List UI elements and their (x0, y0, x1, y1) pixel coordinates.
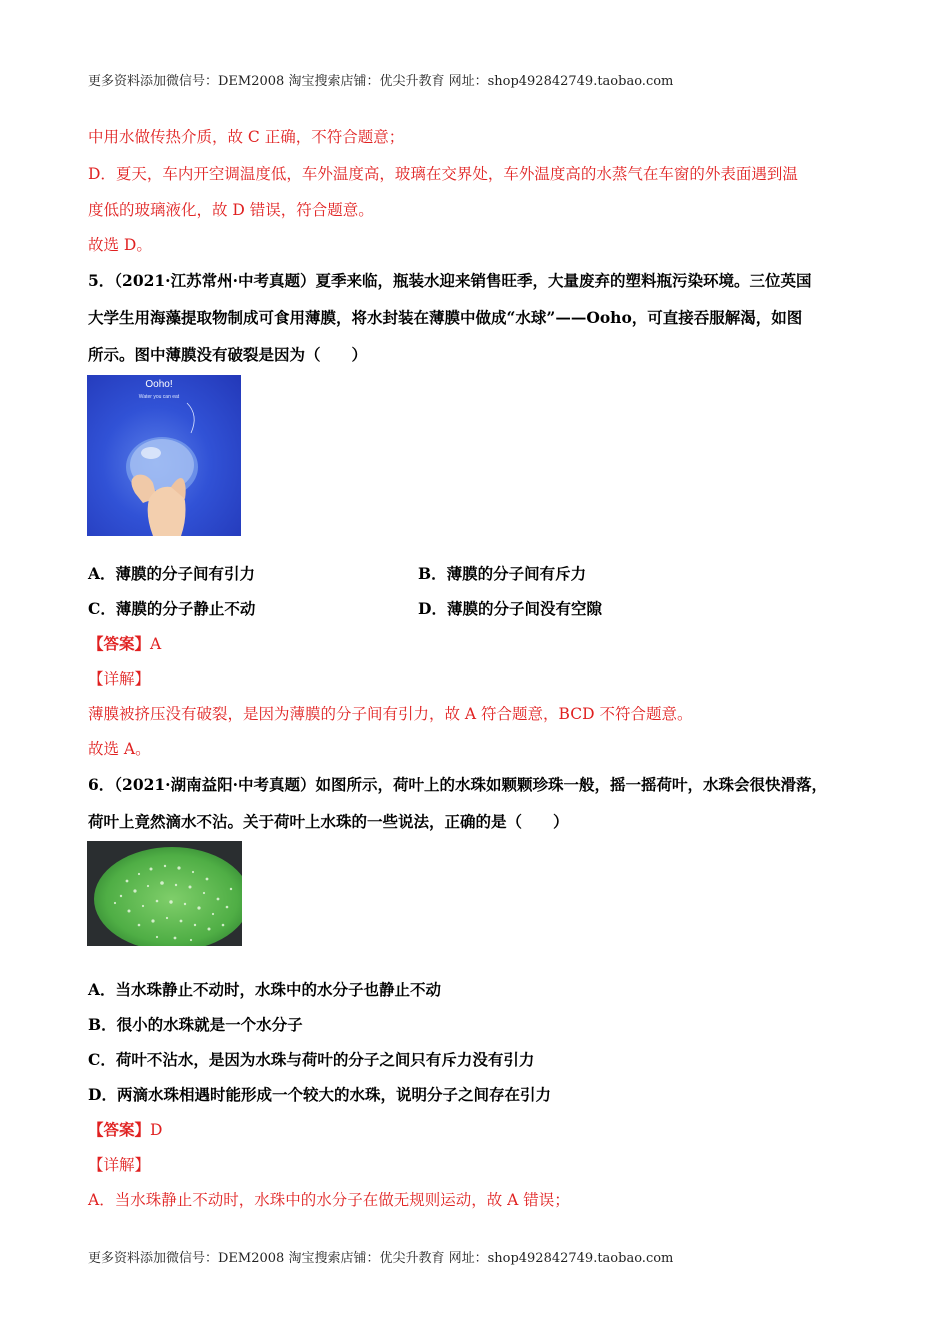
prev-choice: 故选 D。 (88, 236, 152, 254)
ooho-image-subtitle: Water you can eat (138, 394, 180, 400)
q6-option-a: A．当水珠静止不动时，水珠中的水分子也静止不动 (88, 980, 442, 999)
lotus-leaf-water-drops-image (87, 841, 242, 946)
q5-option-c: C．薄膜的分子静止不动 (88, 599, 256, 618)
q5-stem-line2: 大学生用海藻提取物制成可食用薄膜，将水封装在薄膜中做成“水球”——Ooho，可直接吞服解渴，如图 (88, 308, 803, 327)
q6-detail-a: A．当水珠静止不动时，水珠中的水分子在做无规则运动，故 A 错误； (88, 1191, 570, 1209)
q5-detail-label: 【详解】 (88, 670, 151, 688)
q5-option-d: D．薄膜的分子间没有空隙 (418, 599, 602, 618)
q5-detail-text: 薄膜被挤压没有破裂，是因为薄膜的分子间有引力，故 A 符合题意，BCD 不符合题意。 (88, 705, 693, 723)
prev-explanation-line3: 度低的玻璃液化，故 D 错误，符合题意。 (88, 201, 374, 219)
prev-explanation-line1: 中用水做传热介质，故 C 正确，不符合题意； (88, 128, 405, 146)
ooho-image-title: Ooho! (145, 379, 173, 390)
q5-option-b: B．薄膜的分子间有斥力 (418, 564, 587, 583)
prev-explanation-line2: D．夏天，车内开空调温度低，车外温度高，玻璃在交界处，车外温度高的水蒸气在车窗的外表面遇到温 (88, 165, 798, 183)
q6-option-b: B．很小的水珠就是一个水分子 (88, 1015, 303, 1034)
q6-option-d: D．两滴水珠相遇时能形成一个较大的水珠，说明分子之间存在引力 (88, 1085, 551, 1104)
q6-detail-label: 【详解】 (88, 1156, 151, 1174)
q5-choice: 故选 A。 (88, 740, 151, 758)
q5-answer-value: A (150, 635, 162, 653)
q6-option-c: C．荷叶不沾水，是因为水珠与荷叶的分子之间只有斥力没有引力 (88, 1050, 535, 1069)
page-footer: 更多资料添加微信号：DEM2008 淘宝搜索店铺：优尖升教育 网址：shop492842749.taobao.com (88, 1251, 674, 1266)
q5-stem-line3: 所示。图中薄膜没有破裂是因为（ ） (88, 345, 368, 364)
q5-answer (88, 633, 161, 655)
q6-answer-value: D (150, 1121, 163, 1139)
q6-stem-line2: 荷叶上竟然滴水不沾。关于荷叶上水珠的一些说法，正确的是（ ） (88, 812, 569, 831)
page-header: 更多资料添加微信号：DEM2008 淘宝搜索店铺：优尖升教育 网址：shop492842749.taobao.com (88, 74, 674, 89)
q5-stem-line1: 5．（2021·江苏常州·中考真题）夏季来临，瓶装水迎来销售旺季，大量废弃的塑料瓶污染环境。三位英国 (88, 271, 812, 290)
ooho-water-ball-image (87, 375, 241, 536)
q6-answer-label: 【答案】 (88, 1120, 151, 1139)
q5-option-a: A．薄膜的分子间有引力 (88, 564, 256, 583)
q6-stem-line1: 6．（2021·湖南益阳·中考真题）如图所示，荷叶上的水珠如颗颗珍珠一般，摇一摇荷叶，水珠会很快滑落， (88, 775, 827, 794)
q5-answer-label: 【答案】 (88, 634, 151, 653)
q6-answer (88, 1119, 162, 1141)
